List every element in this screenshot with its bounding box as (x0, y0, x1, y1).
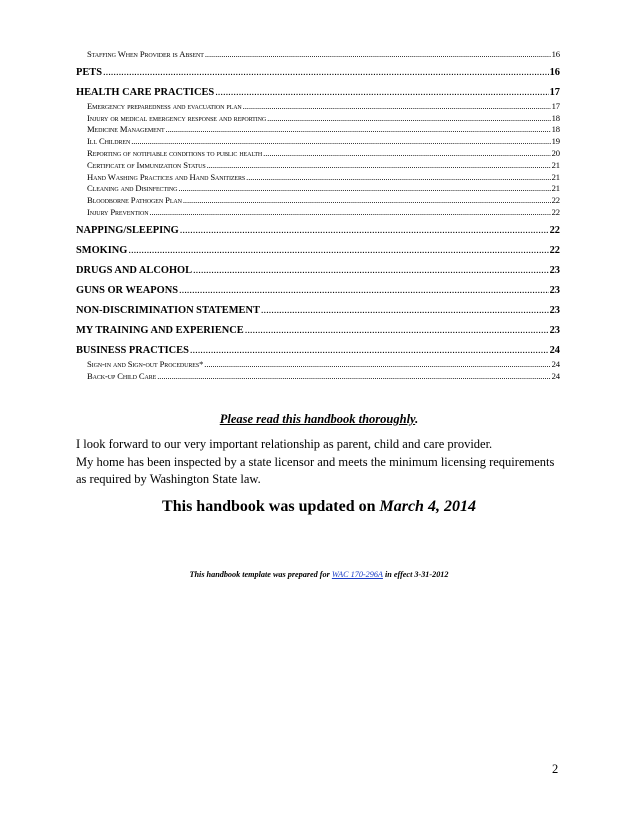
intro-line-2: My home has been inspected by a state licensor and meets the minimum licensing requirements (76, 454, 555, 469)
toc-section-entry[interactable] (76, 245, 560, 259)
toc-subsection-entry[interactable] (76, 172, 560, 184)
template-suffix: in effect 3-31-2012 (382, 570, 449, 579)
toc-entry-title: Hand Washing Practices and Hand Sanitizers (87, 171, 246, 182)
toc-entry-title: Certificate of Immunization Status (87, 159, 206, 170)
toc-entry-title: Medicine Management (87, 124, 165, 135)
toc-entry-page: 24 (551, 370, 560, 381)
toc-entry-page: 22 (549, 244, 560, 256)
toc-entry-title: GUNS OR WEAPONS (76, 284, 178, 296)
toc-entry-page: 22 (551, 195, 560, 206)
toc-dot-leader (245, 325, 549, 336)
toc-dot-leader (207, 160, 551, 170)
toc-dot-leader (128, 245, 548, 256)
toc-entry-title: SMOKING (76, 244, 128, 256)
toc-entry-page: 18 (551, 112, 560, 123)
toc-entry-page: 23 (549, 284, 560, 296)
toc-dot-leader (246, 172, 550, 182)
intro-line-3: as required by Washington State law. (76, 472, 261, 486)
read-handbook-text: Please read this handbook thoroughly (219, 412, 416, 426)
page-number: 2 (552, 762, 559, 776)
toc-entry-page: 23 (549, 304, 560, 316)
toc-dot-leader (183, 195, 551, 205)
toc-dot-leader (205, 49, 551, 59)
toc-dot-leader (157, 371, 550, 381)
toc-entry-title: Cleaning and Disinfecting (87, 183, 178, 194)
toc-dot-leader (267, 113, 551, 123)
toc-entry-page: 17 (551, 100, 560, 111)
toc-dot-leader (193, 265, 549, 276)
toc-subsection-entry[interactable] (76, 148, 560, 160)
toc-dot-leader (263, 148, 550, 158)
toc-dot-leader (149, 207, 550, 217)
toc-entry-title: Back-up Child Care (87, 370, 157, 381)
toc-subsection-entry[interactable] (76, 359, 560, 371)
toc-entry-page: 24 (549, 344, 560, 356)
toc-entry-title: PETS (76, 66, 102, 78)
toc-entry-page: 23 (549, 264, 560, 276)
toc-dot-leader (261, 305, 549, 316)
toc-subsection-entry[interactable] (76, 207, 560, 219)
toc-entry-page: 22 (549, 224, 560, 236)
toc-section-entry[interactable] (76, 87, 560, 101)
toc-subsection-entry[interactable] (76, 49, 560, 61)
toc-entry-page: 24 (551, 358, 560, 369)
toc-entry-page: 16 (549, 66, 560, 78)
toc-entry-title: HEALTH CARE PRACTICES (76, 86, 215, 98)
template-note (0, 570, 638, 579)
toc-entry-page: 20 (551, 147, 560, 158)
toc-entry-page: 21 (551, 159, 560, 170)
toc-subsection-entry[interactable] (76, 136, 560, 148)
toc-subsection-entry[interactable] (76, 371, 560, 383)
toc-entry-page: 23 (549, 324, 560, 336)
toc-entry-title: DRUGS AND ALCOHOL (76, 264, 193, 276)
read-handbook-period: . (415, 412, 419, 426)
toc-entry-title: Injury Prevention (87, 206, 149, 217)
toc-entry-title: NON-DISCRIMINATION STATEMENT (76, 304, 260, 316)
toc-section-entry[interactable] (76, 67, 560, 81)
updated-prefix: This handbook was updated on (162, 498, 380, 515)
toc-entry-title: BUSINESS PRACTICES (76, 344, 189, 356)
intro-line-1: I look forward to our very important relationship as parent, child and care provider. (76, 437, 493, 451)
toc-dot-leader (131, 136, 550, 146)
updated-date: March 4, 2014 (379, 498, 476, 515)
read-handbook-notice (0, 412, 638, 427)
toc-section-entry[interactable] (76, 285, 560, 299)
table-of-contents (76, 49, 560, 382)
toc-entry-title: Sign-in and Sign-out Procedures* (87, 358, 204, 369)
updated-statement (0, 498, 638, 516)
toc-subsection-entry[interactable] (76, 101, 560, 113)
intro-paragraph (76, 436, 576, 489)
toc-entry-page: 17 (549, 86, 560, 98)
toc-section-entry[interactable] (76, 345, 560, 359)
toc-entry-title: Bloodborne Pathogen Plan (87, 195, 182, 206)
toc-section-entry[interactable] (76, 325, 560, 339)
toc-entry-title: Reporting of notifiable conditions to public health (87, 147, 263, 158)
toc-dot-leader (166, 124, 551, 134)
toc-subsection-entry[interactable] (76, 195, 560, 207)
toc-entry-title: Staffing When Provider is Absent (87, 49, 204, 59)
toc-entry-title: Ill Children (87, 136, 131, 147)
template-prefix: This handbook template was prepared for (189, 570, 332, 579)
toc-entry-page: 22 (551, 206, 560, 217)
toc-entry-title: MY TRAINING AND EXPERIENCE (76, 324, 244, 336)
toc-section-entry[interactable] (76, 305, 560, 319)
toc-dot-leader (179, 285, 549, 296)
toc-entry-page: 18 (551, 124, 560, 135)
toc-dot-leader (103, 67, 549, 78)
toc-dot-leader (243, 101, 551, 111)
toc-entry-title: Injury or medical emergency response and reporting (87, 112, 267, 123)
toc-subsection-entry[interactable] (76, 160, 560, 172)
toc-subsection-entry[interactable] (76, 113, 560, 125)
toc-dot-leader (190, 345, 549, 356)
toc-entry-title: NAPPING/SLEEPING (76, 224, 179, 236)
toc-dot-leader (180, 225, 549, 236)
toc-entry-page: 16 (551, 49, 560, 59)
toc-section-entry[interactable] (76, 265, 560, 279)
toc-section-entry[interactable] (76, 225, 560, 239)
wac-link[interactable]: WAC 170-296A (331, 570, 383, 579)
toc-subsection-entry[interactable] (76, 183, 560, 195)
toc-entry-page: 21 (551, 171, 560, 182)
toc-subsection-entry[interactable] (76, 124, 560, 136)
toc-entry-page: 19 (551, 136, 560, 147)
toc-dot-leader (204, 359, 550, 369)
toc-dot-leader (215, 87, 548, 98)
toc-entry-title: Emergency preparedness and evacuation plan (87, 100, 242, 111)
toc-entry-page: 21 (551, 183, 560, 194)
toc-dot-leader (178, 183, 550, 193)
